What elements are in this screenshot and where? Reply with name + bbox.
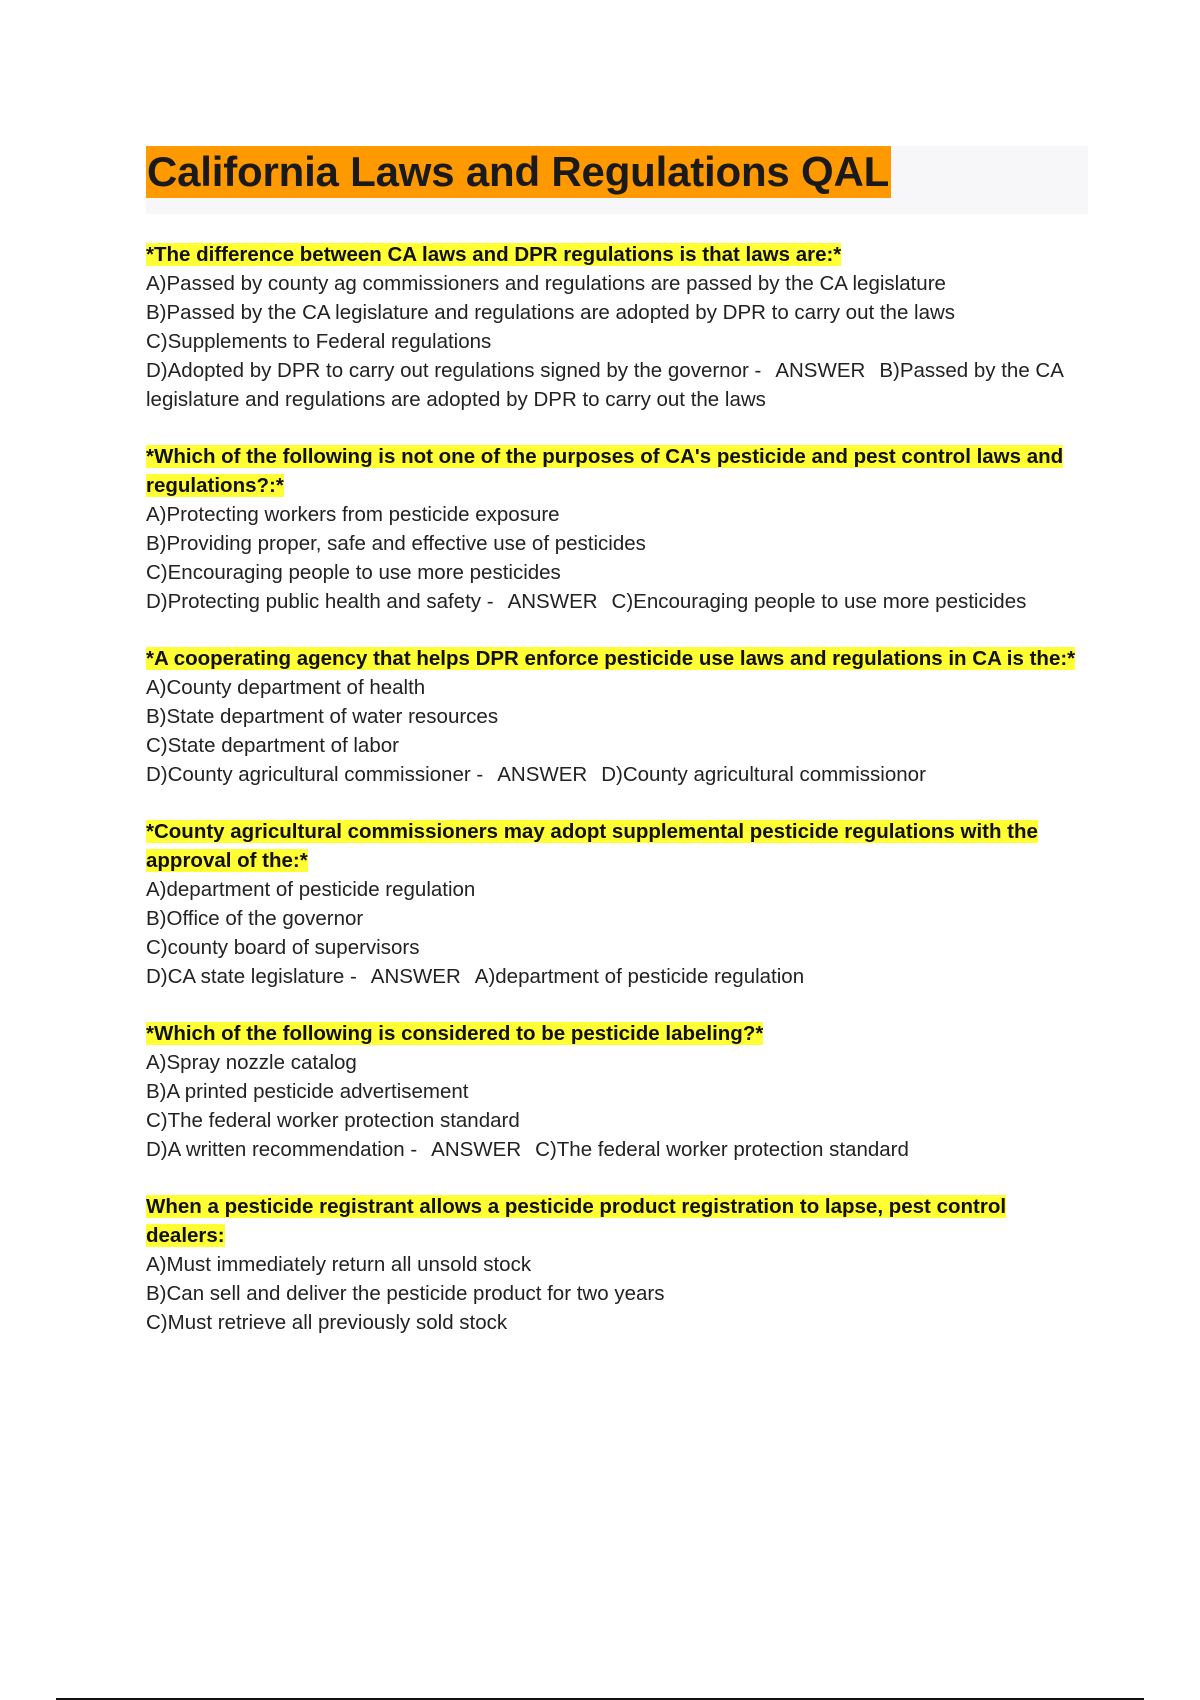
answer-option: D)CA state legislature -	[146, 965, 357, 988]
answer-option: B)Office of the governor	[146, 907, 364, 930]
correct-answer: A)department of pesticide regulation	[474, 965, 805, 988]
answer-option: A)Passed by county ag commissioners and regulations are passed by the CA legislature	[146, 272, 946, 295]
question-highlight: *Which of the following is not one of the purposes of CA's pesticide and pest control laws and regulations?:*	[146, 445, 1064, 497]
question-block	[146, 442, 1088, 616]
answer-option: B)Can sell and deliver the pesticide product for two years	[146, 1282, 665, 1305]
answer-label: ANSWER	[431, 1138, 522, 1161]
title-bar	[146, 146, 1088, 214]
question-text	[146, 1019, 1088, 1048]
answer-option: B)Passed by the CA legislature and regulations are adopted by DPR to carry out the laws	[146, 301, 956, 324]
answer-option: D)Adopted by DPR to carry out regulations signed by the governor -	[146, 359, 762, 382]
correct-answer: C)Encouraging people to use more pesticides	[611, 590, 1027, 613]
question-block	[146, 1019, 1088, 1164]
document-title: California Laws and Regulations QAL	[146, 146, 891, 198]
answer-option: C)county board of supervisors	[146, 936, 420, 959]
correct-answer: C)The federal worker protection standard	[535, 1138, 909, 1161]
question-text	[146, 442, 1088, 500]
question-highlight: *Which of the following is considered to be pesticide labeling?*	[146, 1022, 764, 1045]
question-text	[146, 817, 1088, 875]
question-text	[146, 1192, 1088, 1250]
correct-answer: D)County agricultural commissionor	[601, 763, 926, 786]
document-page	[146, 146, 1088, 1365]
answer-option: C)Supplements to Federal regulations	[146, 330, 492, 353]
answer-line	[146, 356, 1088, 414]
answer-option: C)State department of labor	[146, 734, 399, 757]
answer-line	[146, 1135, 1088, 1164]
answer-line	[146, 962, 1088, 991]
answer-option: B)A printed pesticide advertisement	[146, 1080, 469, 1103]
answer-option: D)A written recommendation -	[146, 1138, 418, 1161]
answer-option: A)County department of health	[146, 676, 426, 699]
question-highlight: *County agricultural commissioners may adopt supplemental pesticide regulations with the approval of the:*	[146, 820, 1038, 872]
correct-answer: B)Passed by the CA legislature and regulations are adopted by DPR to carry out the laws	[146, 359, 1063, 411]
question-block	[146, 644, 1088, 789]
question-highlight: *The difference between CA laws and DPR regulations is that laws are:*	[146, 243, 842, 266]
answer-label: ANSWER	[370, 965, 461, 988]
question-highlight: *A cooperating agency that helps DPR enforce pesticide use laws and regulations in CA is the:*	[146, 647, 1076, 670]
answer-option: B)State department of water resources	[146, 705, 499, 728]
question-block	[146, 817, 1088, 991]
answer-line	[146, 587, 1088, 616]
answer-option: C)The federal worker protection standard	[146, 1109, 520, 1132]
answer-label: ANSWER	[775, 359, 866, 382]
question-block	[146, 240, 1088, 414]
question-highlight: When a pesticide registrant allows a pesticide product registration to lapse, pest control dealers:	[146, 1195, 1007, 1247]
answer-option: A)Must immediately return all unsold stock	[146, 1253, 532, 1276]
question-list	[146, 240, 1088, 1337]
answer-option: C)Encouraging people to use more pesticides	[146, 561, 561, 584]
answer-label: ANSWER	[497, 763, 588, 786]
answer-label: ANSWER	[507, 590, 598, 613]
answer-option: D)County agricultural commissioner -	[146, 763, 484, 786]
question-text	[146, 644, 1088, 673]
answer-line	[146, 760, 1088, 789]
answer-option: A)Spray nozzle catalog	[146, 1051, 357, 1074]
answer-option: C)Must retrieve all previously sold stock	[146, 1311, 508, 1334]
answer-option: A)department of pesticide regulation	[146, 878, 476, 901]
answer-option: D)Protecting public health and safety -	[146, 590, 494, 613]
answer-option: B)Providing proper, safe and effective use of pesticides	[146, 532, 646, 555]
question-text	[146, 240, 1088, 269]
answer-option: A)Protecting workers from pesticide exposure	[146, 503, 560, 526]
question-block	[146, 1192, 1088, 1337]
